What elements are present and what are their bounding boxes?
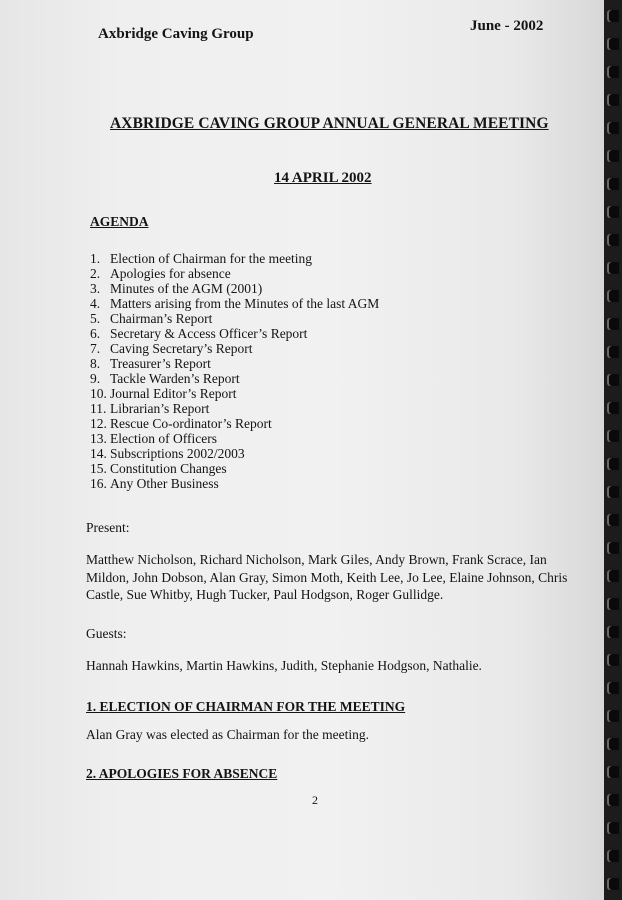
agenda-item bbox=[90, 356, 379, 371]
header-date: June - 2002 bbox=[470, 18, 544, 34]
agenda-item-number: 14. bbox=[90, 446, 107, 461]
section-1-heading: 1. ELECTION OF CHAIRMAN FOR THE MEETING bbox=[86, 699, 406, 714]
agenda-item-text: Election of Chairman for the meeting bbox=[110, 251, 313, 266]
agenda-item-number: 7. bbox=[90, 341, 101, 356]
guests-label: Guests: bbox=[86, 626, 127, 641]
section-2-heading: 2. APOLOGIES FOR ABSENCE bbox=[86, 766, 278, 781]
agenda-item bbox=[90, 461, 379, 476]
agenda-item-number: 6. bbox=[90, 326, 101, 341]
agenda-item-text: Apologies for absence bbox=[110, 266, 231, 281]
agenda-item-text: Treasurer’s Report bbox=[110, 356, 211, 371]
agenda-item-number: 5. bbox=[90, 311, 101, 326]
agenda-item-number: 3. bbox=[90, 281, 101, 296]
agenda-item-number: 1. bbox=[90, 251, 101, 266]
agenda-item-text: Subscriptions 2002/2003 bbox=[110, 446, 245, 461]
agenda-item bbox=[90, 311, 379, 326]
agenda-item-text: Any Other Business bbox=[110, 476, 219, 491]
agenda-item bbox=[90, 296, 379, 311]
meeting-date: 14 APRIL 2002 bbox=[274, 170, 372, 186]
agenda-item bbox=[90, 251, 379, 266]
agenda-item-text: Tackle Warden’s Report bbox=[110, 371, 240, 386]
agenda-item-number: 13. bbox=[90, 431, 107, 446]
agenda-item-text: Minutes of the AGM (2001) bbox=[110, 281, 263, 296]
agenda-item bbox=[90, 341, 379, 356]
section-1-text: Alan Gray was elected as Chairman for the meeting. bbox=[86, 727, 370, 742]
agenda-item-text: Caving Secretary’s Report bbox=[110, 341, 253, 356]
meeting-title: AXBRIDGE CAVING GROUP ANNUAL GENERAL MEETING bbox=[110, 115, 549, 132]
spiral-binding bbox=[604, 0, 622, 900]
agenda-item-text: Librarian’s Report bbox=[110, 401, 210, 416]
agenda-heading: AGENDA bbox=[90, 214, 149, 229]
agenda-item-text: Constitution Changes bbox=[110, 461, 227, 476]
agenda-item-number: 4. bbox=[90, 296, 101, 311]
agenda-item bbox=[90, 386, 379, 401]
agenda-item-text: Rescue Co-ordinator’s Report bbox=[110, 416, 272, 431]
header-group-name: Axbridge Caving Group bbox=[98, 26, 254, 42]
guests-list: Hannah Hawkins, Martin Hawkins, Judith, Stephanie Hodgson, Nathalie. bbox=[86, 658, 482, 673]
agenda-item-text: Secretary & Access Officer’s Report bbox=[110, 326, 308, 341]
agenda-item-text: Chairman’s Report bbox=[110, 311, 213, 326]
agenda-item bbox=[90, 326, 379, 341]
agenda-item-number: 10. bbox=[90, 386, 107, 401]
page-number: 2 bbox=[312, 793, 318, 807]
agenda-item bbox=[90, 446, 379, 461]
agenda-item bbox=[90, 416, 379, 431]
agenda-item bbox=[90, 476, 379, 491]
agenda-item-number: 8. bbox=[90, 356, 101, 371]
agenda-item-number: 16. bbox=[90, 476, 107, 491]
agenda-item bbox=[90, 431, 379, 446]
agenda-list bbox=[90, 251, 379, 491]
present-label: Present: bbox=[86, 520, 130, 535]
agenda-item-number: 12. bbox=[90, 416, 107, 431]
agenda-item bbox=[90, 281, 379, 296]
agenda-item-text: Journal Editor’s Report bbox=[110, 386, 237, 401]
agenda-item-number: 11. bbox=[90, 401, 107, 416]
agenda-item bbox=[90, 401, 379, 416]
agenda-item bbox=[90, 371, 379, 386]
agenda-item-text: Matters arising from the Minutes of the last AGM bbox=[110, 296, 380, 311]
agenda-item bbox=[90, 266, 379, 281]
agenda-item-number: 9. bbox=[90, 371, 101, 386]
agenda-item-number: 15. bbox=[90, 461, 107, 476]
agenda-item-number: 2. bbox=[90, 266, 101, 281]
agenda-item-text: Election of Officers bbox=[110, 431, 217, 446]
present-attendees: Matthew Nicholson, Richard Nicholson, Mark Giles, Andy Brown, Frank Scrace, Ian Mildon, John Dobson, Alan Gray, Simon Moth, Keith Lee, Jo Lee, Elaine Johnson, Chris Castle, Sue Whitby, Hugh Tucker, Paul Hodgson, Roger Gullidge. bbox=[86, 552, 568, 602]
